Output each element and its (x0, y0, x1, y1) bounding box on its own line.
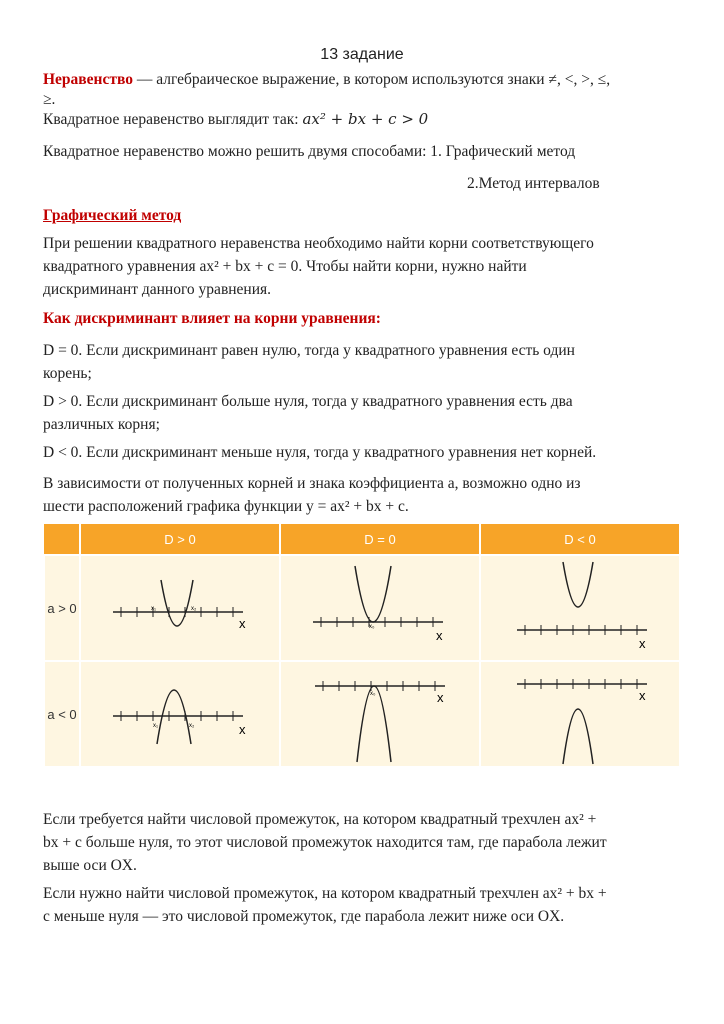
table-header-row (44, 524, 680, 555)
para4-line2: c меньше нуля — это числовой промежуток, где парабола лежит ниже оси OX. (43, 908, 565, 925)
d-neg-line: D < 0. Если дискриминант меньше нуля, тогда у квадратного уравнения нет корней. (43, 444, 597, 461)
graph-down-one-root (281, 662, 479, 766)
para2-line1: В зависимости от полученных корней и знака коэффициента a, возможно одно из (43, 475, 581, 492)
axis-x-label: x (639, 636, 646, 651)
axis-x-label: x (239, 616, 246, 631)
table-corner (44, 524, 80, 555)
definition-continuation: ≥. (43, 91, 56, 108)
graph-down-two-roots (81, 662, 279, 766)
axis-x-label: x (639, 688, 646, 703)
axis-x-label: x (239, 722, 246, 737)
cell-a-neg-d-neg (480, 661, 680, 767)
table-row (44, 555, 680, 661)
para2-line2: шести расположений графика функции y = ax² + bx + c. (43, 498, 409, 515)
definition-term: Неравенство (43, 71, 133, 88)
graph-down-no-roots (481, 662, 679, 766)
cell-a-pos-d-pos (80, 555, 280, 661)
para1-line1: При решении квадратного неравенства необходимо найти корни соответствующего (43, 235, 594, 252)
d-zero-line1: D = 0. Если дискриминант равен нулю, тогда у квадратного уравнения есть один (43, 342, 575, 359)
graphic-method-heading: Графический метод (43, 207, 182, 224)
header-d-neg: D < 0 (480, 524, 680, 555)
para4-line1: Если нужно найти числовой промежуток, на котором квадратный трехчлен ax² + bx + (43, 885, 607, 902)
para1-line3: дискриминант данного уравнения. (43, 281, 272, 298)
method-two: 2.Метод интервалов (467, 175, 600, 192)
discriminant-heading: Как дискриминант влияет на корни уравнения: (43, 310, 381, 327)
table-row (44, 661, 680, 767)
quadratic-formula: ax² + bx + c > 0 (302, 110, 429, 128)
root-x1-label: x₁ (153, 723, 159, 729)
cell-a-neg-d-zero (280, 661, 480, 767)
para1-line2: квадратного уравнения ax² + bx + c = 0. Чтобы найти корни, нужно найти (43, 258, 527, 275)
d-pos-line1: D > 0. Если дискриминант больше нуля, тогда у квадратного уравнения есть два (43, 393, 573, 410)
axis-x-label: x (437, 690, 444, 705)
parabola-table (43, 524, 681, 768)
graph-up-two-roots (81, 556, 279, 660)
quadratic-form-line (43, 108, 428, 131)
para3-line2: bx + c больше нуля, то этот числовой промежуток находится там, где парабола лежит (43, 834, 607, 851)
root-x2-label: x₂ (191, 606, 197, 612)
cell-a-neg-d-pos (80, 661, 280, 767)
root-x1-label: x₁ (151, 606, 157, 612)
cell-a-pos-d-zero (280, 555, 480, 661)
para3-line1: Если требуется найти числовой промежуток, на котором квадратный трехчлен ax² + (43, 811, 597, 828)
row-label-a-pos: a > 0 (44, 555, 80, 661)
definition-line (43, 68, 610, 91)
root-x0-label: x₀ (369, 624, 375, 630)
root-x2-label: x₂ (189, 723, 195, 729)
methods-line: Квадратное неравенство можно решить двумя способами: 1. Графический метод (43, 143, 576, 160)
cell-a-pos-d-neg (480, 555, 680, 661)
header-d-pos: D > 0 (80, 524, 280, 555)
row-label-a-neg: a < 0 (44, 661, 80, 767)
header-d-zero: D = 0 (280, 524, 480, 555)
root-x0-label: x₀ (370, 691, 376, 697)
definition-text: — алгебраическое выражение, в котором используются знаки ≠, <, >, ≤, (133, 71, 611, 88)
para3-line3: выше оси OX. (43, 857, 137, 874)
graph-up-no-roots (481, 556, 679, 660)
page-title: 13 задание (320, 46, 404, 63)
d-zero-line2: корень; (43, 365, 92, 382)
quadratic-form-text: Квадратное неравенство выглядит так: (43, 111, 303, 128)
axis-x-label: x (436, 628, 443, 643)
graph-up-one-root (281, 556, 479, 660)
d-pos-line2: различных корня; (43, 416, 160, 433)
